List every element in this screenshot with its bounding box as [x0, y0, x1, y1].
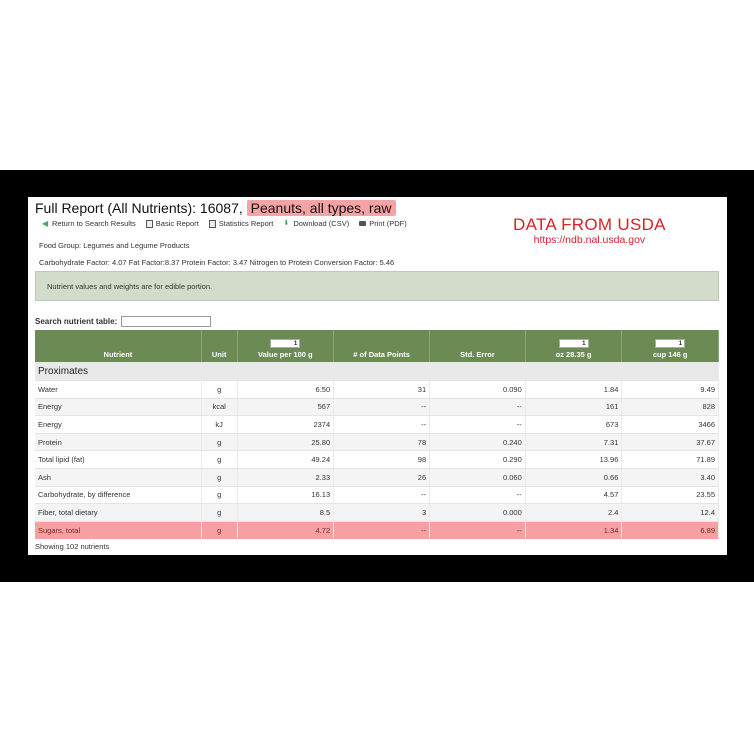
cell-nutrient: Energy	[35, 416, 201, 434]
cell-cup: 12.4	[622, 504, 719, 522]
cell-cup: 828	[622, 398, 719, 416]
cell-oz: 1.84	[525, 381, 622, 399]
conversion-factors: Carbohydrate Factor: 4.07 Fat Factor:8.37 Protein Factor: 3.47 Nitrogen to Protein Conversion Factor: 5.46	[39, 258, 395, 267]
cell-oz: 673	[525, 416, 622, 434]
col-value-per-100g[interactable]: 1 Value per 100 g	[237, 330, 334, 362]
cell-nutrient: Ash	[35, 468, 201, 486]
cell-std-error: 0.240	[430, 433, 526, 451]
table-row	[35, 504, 719, 522]
cell-value-per-100g: 567	[237, 398, 334, 416]
table-header-row	[35, 330, 719, 362]
cell-data-points: 3	[334, 504, 430, 522]
return-to-search-link[interactable]	[42, 219, 136, 228]
cell-data-points: --	[334, 521, 430, 539]
cell-cup: 37.67	[622, 433, 719, 451]
table-row	[35, 416, 719, 434]
cell-std-error: 0.060	[430, 468, 526, 486]
cell-unit: g	[201, 504, 237, 522]
showing-count: Showing 102 nutrients	[35, 542, 110, 551]
col-unit[interactable]: Unit	[201, 330, 237, 362]
table-row	[35, 521, 719, 539]
cell-data-points: 98	[334, 451, 430, 469]
table-row	[35, 398, 719, 416]
qty-input-100g[interactable]: 1	[270, 339, 300, 348]
note-text: Nutrient values and weights are for edible portion.	[47, 282, 213, 291]
link-label: Basic Report	[155, 219, 199, 228]
cell-oz: 4.57	[525, 486, 622, 504]
table-row	[35, 486, 719, 504]
cell-nutrient: Water	[35, 381, 201, 399]
cell-unit: g	[201, 486, 237, 504]
edible-portion-note	[35, 271, 719, 301]
download-csv-link[interactable]	[283, 219, 349, 228]
cell-cup: 3.40	[622, 468, 719, 486]
col-nutrient[interactable]: Nutrient	[35, 330, 201, 362]
cell-oz: 1.34	[525, 521, 622, 539]
food-name-highlight: Peanuts, all types, raw	[247, 200, 396, 216]
search-nutrient	[35, 316, 211, 327]
cell-nutrient: Energy	[35, 398, 201, 416]
cell-value-per-100g: 49.24	[237, 451, 334, 469]
print-pdf-link[interactable]	[359, 219, 407, 228]
cell-data-points: --	[334, 416, 430, 434]
cell-cup: 3466	[622, 416, 719, 434]
basic-report-link[interactable]	[146, 219, 199, 228]
cell-unit: g	[201, 451, 237, 469]
cell-unit: kJ	[201, 416, 237, 434]
cell-value-per-100g: 25.80	[237, 433, 334, 451]
cell-unit: g	[201, 381, 237, 399]
nutrient-table	[35, 330, 719, 539]
cell-cup: 6.89	[622, 521, 719, 539]
qty-input-oz[interactable]: 1	[559, 339, 589, 348]
link-label: Print (PDF)	[369, 219, 407, 228]
cell-cup: 23.55	[622, 486, 719, 504]
cell-value-per-100g: 16.13	[237, 486, 334, 504]
food-group: Food Group: Legumes and Legume Products	[39, 241, 190, 250]
table-row	[35, 451, 719, 469]
cell-std-error: --	[430, 486, 526, 504]
cell-data-points: --	[334, 398, 430, 416]
cell-unit: g	[201, 433, 237, 451]
cell-std-error: 0.000	[430, 504, 526, 522]
table-body	[35, 362, 719, 539]
watermark-title: DATA FROM USDA	[513, 215, 666, 234]
table-row	[35, 468, 719, 486]
cell-value-per-100g: 2374	[237, 416, 334, 434]
table-row	[35, 381, 719, 399]
cell-std-error: --	[430, 416, 526, 434]
cell-nutrient: Total lipid (fat)	[35, 451, 201, 469]
usda-watermark	[513, 215, 666, 246]
download-icon: ⬇	[283, 220, 290, 227]
link-label: Return to Search Results	[52, 219, 136, 228]
cell-std-error: 0.090	[430, 381, 526, 399]
title-prefix: Full Report (All Nutrients): 16087,	[35, 200, 247, 216]
cell-std-error: --	[430, 398, 526, 416]
cell-value-per-100g: 4.72	[237, 521, 334, 539]
statistics-report-link[interactable]	[209, 219, 274, 228]
search-label: Search nutrient table:	[35, 317, 118, 326]
cell-std-error: 0.290	[430, 451, 526, 469]
cell-oz: 2.4	[525, 504, 622, 522]
group-label: Proximates	[35, 362, 719, 381]
cell-value-per-100g: 8.5	[237, 504, 334, 522]
cell-unit: kcal	[201, 398, 237, 416]
cell-cup: 71.89	[622, 451, 719, 469]
cell-data-points: --	[334, 486, 430, 504]
report-links	[42, 219, 407, 228]
document-icon	[209, 220, 216, 228]
col-cup[interactable]: 1 cup 146 g	[622, 330, 719, 362]
cell-data-points: 31	[334, 381, 430, 399]
watermark-url: https://ndb.nal.usda.gov	[533, 234, 646, 246]
document-icon	[146, 220, 153, 228]
qty-input-cup[interactable]: 1	[655, 339, 685, 348]
back-arrow-icon: ◀	[42, 219, 49, 228]
cell-unit: g	[201, 468, 237, 486]
search-input[interactable]	[121, 316, 211, 327]
cell-value-per-100g: 6.50	[237, 381, 334, 399]
link-label: Download (CSV)	[293, 219, 350, 228]
cell-nutrient: Carbohydrate, by difference	[35, 486, 201, 504]
cell-oz: 161	[525, 398, 622, 416]
table-row	[35, 433, 719, 451]
group-row-proximates	[35, 362, 719, 381]
cell-oz: 13.96	[525, 451, 622, 469]
cell-value-per-100g: 2.33	[237, 468, 334, 486]
cell-std-error: --	[430, 521, 526, 539]
page-title	[35, 200, 396, 216]
link-label: Statistics Report	[218, 219, 274, 228]
cell-unit: g	[201, 521, 237, 539]
cell-cup: 9.49	[622, 381, 719, 399]
cell-oz: 0.66	[525, 468, 622, 486]
cell-data-points: 78	[334, 433, 430, 451]
cell-nutrient: Fiber, total dietary	[35, 504, 201, 522]
col-std-error[interactable]: Std. Error	[430, 330, 526, 362]
cell-nutrient: Protein	[35, 433, 201, 451]
col-data-points[interactable]: # of Data Points	[334, 330, 430, 362]
cell-oz: 7.31	[525, 433, 622, 451]
cell-data-points: 26	[334, 468, 430, 486]
printer-icon	[359, 221, 366, 226]
cell-nutrient: Sugars, total	[35, 521, 201, 539]
col-oz[interactable]: 1 oz 28.35 g	[525, 330, 622, 362]
report-panel	[28, 197, 727, 555]
